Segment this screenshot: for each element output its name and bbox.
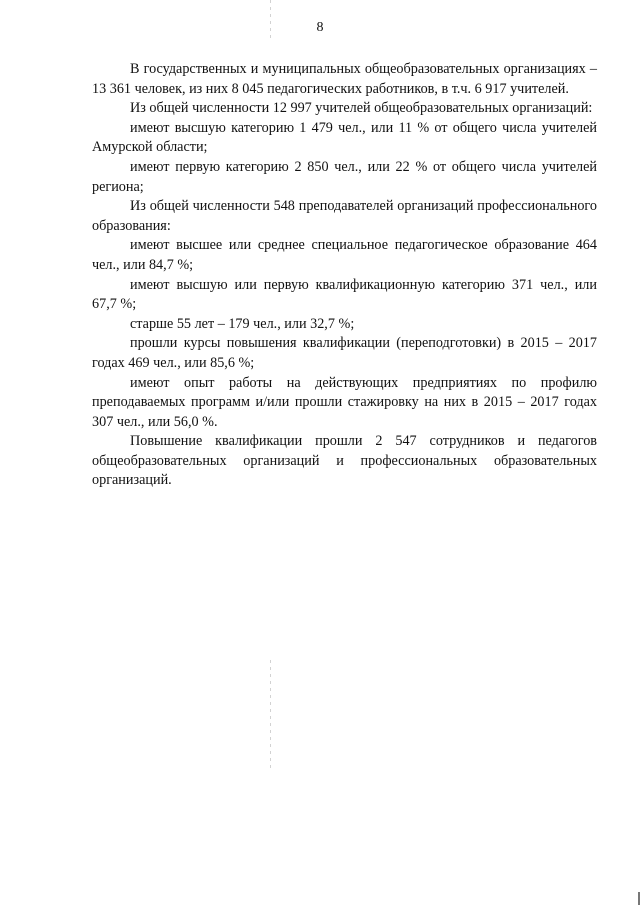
scan-fold-line-middle — [270, 660, 271, 770]
paragraph-qualification-category: имеют высшую или первую квалификационную категорию 371 чел., или 67,7 %; — [92, 276, 597, 313]
paragraph-industry-experience: имеют опыт работы на действующих предприятиях по профилю преподаваемых программ и/или прошли стажировку на них в 2015 – 2017 годах 307 чел., или 56,0 %. — [92, 374, 597, 430]
paragraph-teachers-total: Из общей численности 12 997 учителей общеобразовательных организаций: — [130, 100, 593, 117]
paragraph-qualification-summary: Повышение квалификации прошли 2 547 сотрудников и педагогов общеобразовательных организаций и профессиональных образовательных организаций. — [92, 433, 597, 489]
paragraph-over-55: старше 55 лет – 179 чел., или 32,7 %; — [130, 315, 355, 332]
paragraph-first-category: имеют первую категорию 2 850 чел., или 22 % от общего числа учителей региона; — [92, 158, 597, 195]
body-text — [92, 60, 597, 491]
paragraph-advanced-training: прошли курсы повышения квалификации (переподготовки) в 2015 – 2017 годах 469 чел., или 85,6 %; — [92, 335, 597, 371]
paragraph-staff-total: В государственных и муниципальных общеобразовательных организациях – 13 361 человек, из них 8 045 педагогических работников, в т.ч. 6 917 учителей. — [92, 61, 597, 97]
page-number: 8 — [316, 20, 324, 35]
paragraph-lecturers-total: Из общей численности 548 преподавателей организаций профессионального образования: — [92, 198, 597, 234]
paragraph-highest-category: имеют высшую категорию 1 479 чел., или 11 % от общего числа учителей Амурской области; — [92, 119, 597, 156]
paragraph-pedagogical-education: имеют высшее или среднее специальное педагогическое образование 464 чел., или 84,7 %; — [92, 237, 597, 273]
